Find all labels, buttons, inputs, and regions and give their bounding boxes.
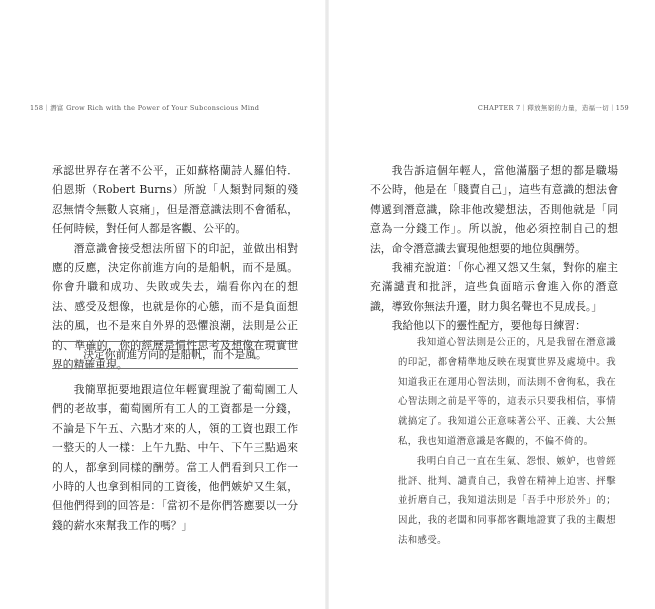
left-page	[0, 0, 327, 609]
paragraph: 我給他以下的靈性配方，要他每日練習：	[391, 319, 586, 333]
left-running-header: 158｜潛富 Grow Rich with the Power of Your Subconscious Mind	[30, 104, 260, 112]
right-running-header: CHAPTER 7｜釋放無窮的力量，造福一切｜159	[477, 104, 629, 112]
spiritual-formula-quote	[398, 333, 616, 551]
right-page	[328, 0, 655, 609]
paragraph: 我簡單扼要地跟這位年輕實理說了葡萄園工人們的老故事，葡萄園所有工人的工資都是一分錢，不論是下午五、六點才來的人，領的工資也跟工作一整天的人一樣：上午九點、中午、下午三點過來的人，都拿到同樣的酬勞。當工人們看到只工作一小時的人也拿到相同的工資後，他們嫉妒又生氣，但他們得到的回答是：「當初不是你們答應要以一分錢的薪水來幫我工作的嗎？」	[52, 383, 298, 532]
paragraph: 我告訴這個年輕人，當他滿腦子想的都是職場不公時，他是在「賤賣自己」，這些有意識的想法會傳遞到潛意識，除非他改變想法，否則他就是「同意為一分錢工作」。所以說，他必須控制自己的想法，命令潛意識去實現他想要的地位與酬勞。	[370, 164, 618, 255]
quote-paragraph: 我明白自己一直在生氣、怨恨、嫉妒，也曾經批評、批判、譴責自己，我曾在精神上迫害、抨擊並折磨自己，我知道法則是「吾手中形於外」的；因此，我的老闆和同事都客觀地證實了我的主觀想法和感受。	[398, 455, 616, 546]
right-body-text	[370, 161, 618, 336]
paragraph: 承認世界存在著不公平，正如蘇格蘭詩人羅伯特．伯恩斯（Robert Burns）所說「人類對同類的殘忍無情令無數人哀痛」，但是潛意識法則不會循私，任何時候，對任何人都是客觀、公平的。	[52, 164, 298, 236]
pull-quote: 決定你前進方向的是船帆，而不是風。	[52, 341, 298, 369]
paragraph: 潛意識會接受想法所留下的印記，並做出相對應的反應，決定你前進方向的是船帆，而不是風。你會升職和成功、失敗或失去，端看你內在的想法、感受及想像，也就是你的心態，而不是負面想法的風，也不是來自外界的恐懼浪潮，法則是公正的、準確的，你的經歷是慣性思考及想像在現實世界的精確重現。	[52, 241, 298, 372]
left-body-text-after	[52, 380, 298, 535]
quote-paragraph: 我知道心智法則是公正的，凡是我留在潛意識的印記，都會精準地反映在現實世界及處境中。我知道我正在運用心智法則，而法則不會徇私，我在心智法則之前是平等的，這表示只要我相信，事情就搞定了。我知道公正意味著公平、正義、大公無私，我也知道潛意識是客觀的，不偏不倚的。	[398, 337, 616, 447]
paragraph: 我補充說道：「你心裡又怨又生氣，對你的雇主充滿譴責和批評，這些負面暗示會進入你的潛意識，導致你無法升遷，財力與名聲也不見成長。」	[370, 261, 618, 313]
